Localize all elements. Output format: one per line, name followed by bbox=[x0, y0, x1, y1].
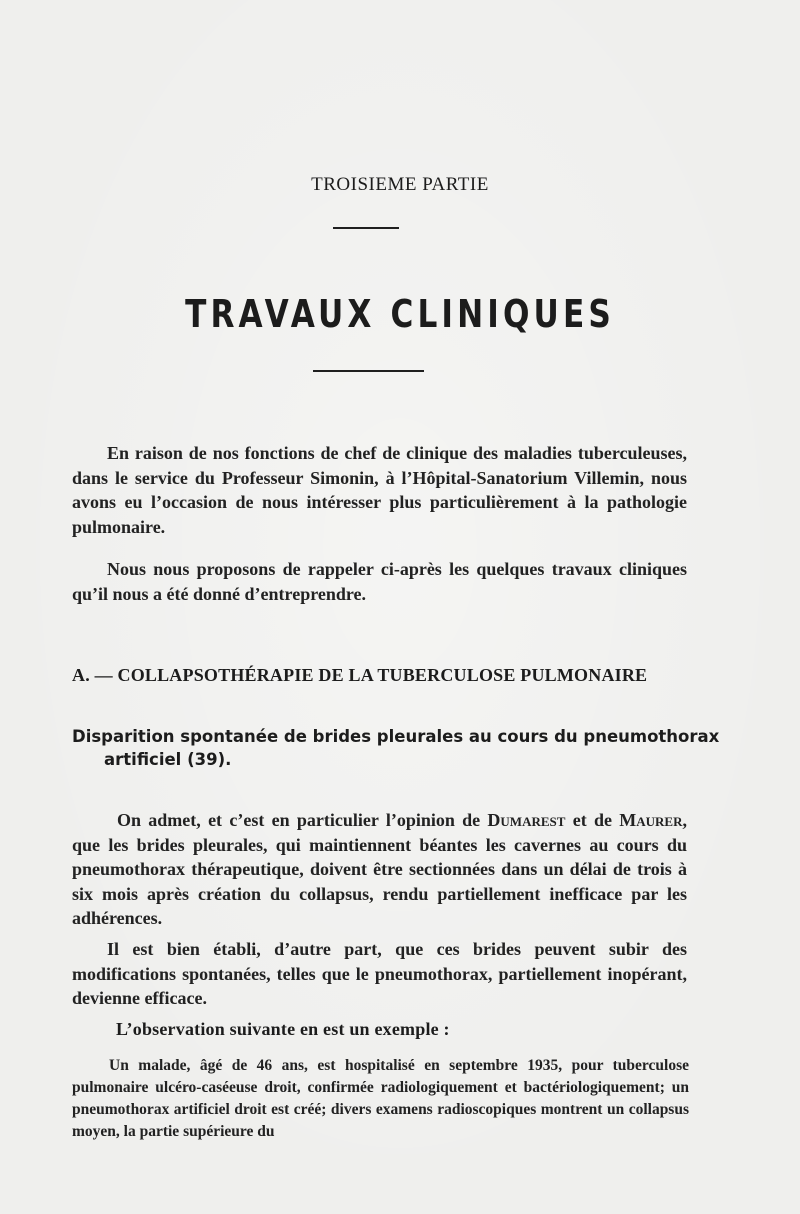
title-divider-bottom bbox=[313, 370, 424, 372]
intro-paragraph-2: Nous nous proposons de rappeler ci-après les quelques travaux cliniques qu’il nous a été donné d’entreprendre. bbox=[72, 559, 687, 604]
case-report-paragraph: Un malade, âgé de 46 ans, est hospitalisé en septembre 1935, pour tuberculose pulmonaire ulcéro-caséeuse droit, confirmée radiologiquement et bactériologiquement; un pneumothorax artificiel droit est créé; divers examens radioscopiques montrent un collapsus moyen, la partie supérieure du bbox=[72, 1057, 689, 1140]
author-name-maurer: Maurer bbox=[619, 810, 683, 830]
body-paragraph-1 bbox=[72, 808, 687, 931]
subheading: Disparition spontanée de brides pleurales au cours du pneumothorax artificiel (39). bbox=[72, 727, 720, 769]
observation-intro: L’observation suivante en est un exemple : bbox=[116, 1019, 450, 1039]
author-name-dumarest: Dumarest bbox=[487, 810, 566, 830]
part-title: TROISIEME PARTIE bbox=[311, 174, 489, 195]
main-title: TRAVAUX CLINIQUES bbox=[185, 292, 615, 336]
title-divider-top bbox=[333, 227, 399, 229]
body-paragraph-1-mid: et de bbox=[565, 810, 620, 830]
body-paragraph-2: Il est bien établi, d’autre part, que ces brides peuvent subir des modifications spontanées, telles que le pneumothorax, partiellement inopérant, devienne efficace. bbox=[72, 939, 687, 1008]
body-paragraph-1-end: , que les brides pleurales, qui maintiennent béantes les cavernes au cours du pneumothorax thérapeutique, doivent être sectionnées dans un délai de trois à six mois après création du collapsus, rendu partiellement inefficace par les adhérences. bbox=[72, 810, 687, 928]
section-heading: A. — COLLAPSOTHÉRAPIE DE LA TUBERCULOSE PULMONAIRE bbox=[72, 665, 648, 685]
body-paragraph-1-start: On admet, et c’est en particulier l’opinion de bbox=[117, 810, 488, 830]
intro-paragraph-1: En raison de nos fonctions de chef de clinique des maladies tuberculeuses, dans le service du Professeur Simonin, à l’Hôpital-Sanatorium Villemin, nous avons eu l’occasion de nous intéresser plus particulièrement à la pathologie pulmonaire. bbox=[72, 443, 687, 537]
